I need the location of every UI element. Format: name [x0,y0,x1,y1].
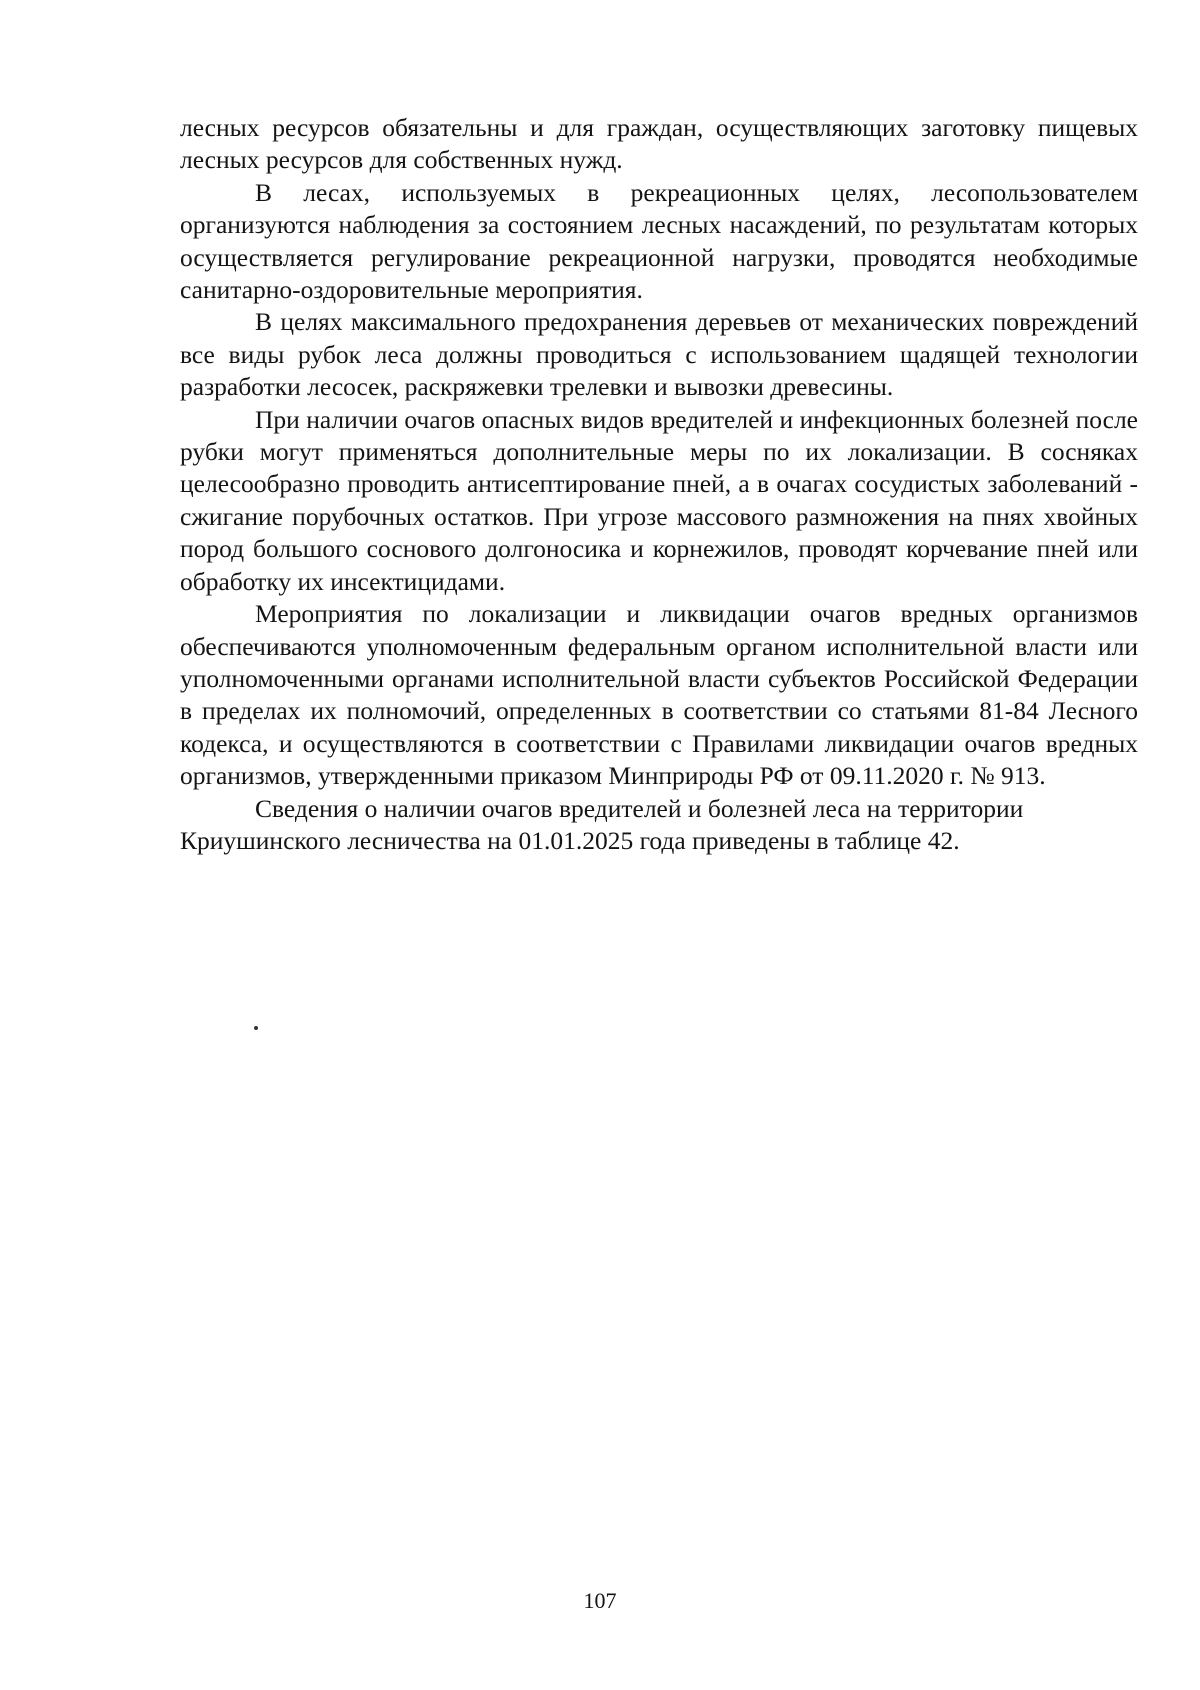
page-number: 107 [583,1588,617,1613]
paragraph-recreation: В лесах, используемых в рекреационных целях, лесопользователем организуются наблюдения за состоянием лесных насаждений, по результатам которых осуществляется регулирование рекреационной нагрузки, проводятся необходимые санитарно-оздоровительные мероприятия. [180,177,1138,305]
paragraph-pest-measures: При наличии очагов опасных видов вредителей и инфекционных болезней после рубки могут применяться дополнительные меры по их локализации. В сосняках целесообразно проводить антисептирование пней, а в очагах сосудистых заболеваний - сжигание порубочных остатков. При угрозе массового размножения на пнях хвойных пород большого соснового долгоносика и корнежилов, проводят корчевание пней или обработку их инсектицидами. [180,404,1138,596]
scan-speck [254,1026,258,1030]
body-text [180,112,1138,857]
paragraph-pest-localization: Мероприятия по локализации и ликвидации очагов вредных организмов обеспечиваются уполномоченным федеральным органом исполнительной власти или уполномоченными органами исполнительной власти субъектов Российской Федерации в пределах их полномочий, определенных в соответствии со статьями 81-84 Лесного кодекса, и осуществляются в соответствии с Правилами ликвидации очагов вредных организмов, утвержденными приказом Минприроды РФ от 09.11.2020 г. № 913. [180,599,1138,791]
paragraph-continuation: лесных ресурсов обязательны и для граждан, осуществляющих заготовку пищевых лесных ресурсов для собственных нужд. [180,113,1138,175]
paragraph-logging-technology: В целях максимального предохранения деревьев от механических повреждений все виды рубок леса должны проводиться с использованием щадящей технологии разработки лесосек, раскряжевки трелевки и вывозки древесины. [180,307,1138,402]
paragraph-table-reference: Сведения о наличии очагов вредителей и болезней леса на территории Криушинского лесничества на 01.01.2025 года приведены в таблице 42. [180,793,1024,855]
